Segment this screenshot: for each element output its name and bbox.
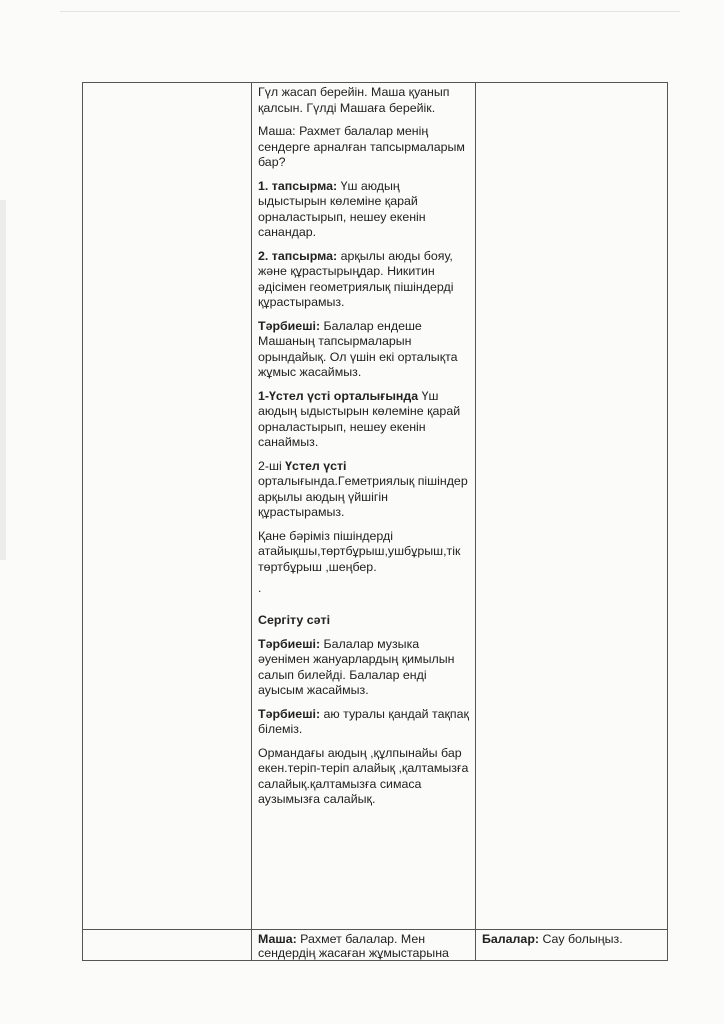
paragraph-heading: Тәрбиеші: [258, 636, 321, 651]
table-row-activities [83, 83, 668, 930]
lesson-paragraph [258, 319, 469, 381]
children-closing-text [476, 930, 667, 946]
lesson-plan-table [82, 82, 668, 961]
closing-reply: Сау болыңыз. [539, 932, 623, 946]
speaker-label: Маша: [258, 932, 297, 946]
paragraph-text: аю туралы қандай тақпақ білеміз. [258, 706, 469, 736]
lesson-paragraph [258, 389, 469, 451]
speaker-label: Балалар: [482, 932, 540, 946]
paragraph-text: Үш аюдың ыдыстырын көлеміне қарай орналастырып, нешеу екенін санаймыз. [258, 388, 461, 449]
lesson-paragraph [258, 529, 469, 576]
teacher-activity-text [252, 83, 475, 808]
children-activity-cell [476, 83, 668, 930]
lesson-paragraph [258, 85, 469, 116]
paragraph-prefix: 2-ші [258, 458, 286, 473]
scan-left-edge-shadow [0, 200, 6, 560]
lesson-paragraph [258, 124, 469, 171]
paragraph-heading: 1-Үстел үсті орталығында [258, 388, 419, 403]
lesson-paragraph [258, 637, 469, 699]
lesson-paragraph [258, 746, 469, 808]
scan-top-edge [60, 11, 680, 12]
closing-remark: Рахмет балалар. Мен сендердің жасаған жұмыстарына [258, 932, 449, 960]
paragraph-heading: Тәрбиеші: [258, 318, 321, 333]
paragraph-heading: Сергіту сәті [258, 613, 331, 627]
paragraph-text: Балалар ендеше Машаның тапсырмаларын орындайық. Ол үшін екі орталықта жұмыс жасаймыз. [258, 318, 458, 379]
paragraph-text: Балалар музыка әуенімен жануарлардың қимылын салып билейді. Балалар енді ауысым жасаймыз. [258, 636, 455, 697]
paragraph-text: Ормандағы аюдың ,құлпынайы бар екен.теріп-теріп алайық ,қалтамызға салайық.қалтамызға симаса аузымызға салайық. [258, 745, 469, 806]
paragraph-text: Үш аюдың ыдыстырын көлеміне қарай орналастырып, нешеу екенін санандар. [258, 178, 426, 239]
table-row-closing [83, 930, 668, 961]
paragraph-heading: Тәрбиеші: [258, 706, 321, 721]
paragraph-text: Маша: Рахмет балалар менің сендерге арналған тапсырмаларым бар? [258, 124, 465, 169]
paragraph-heading: Үстел үсті [285, 458, 347, 473]
teacher-closing-cell [252, 930, 476, 961]
stage-column-cell [83, 83, 252, 930]
lesson-paragraph [258, 707, 469, 738]
children-closing-cell [476, 930, 668, 961]
paragraph-text: Қане бәріміз пішіндерді атайықшы,төртбұрыш,ушбұрыш,тік төртбұрыш ,шеңбер. [258, 528, 461, 574]
lesson-paragraph [258, 583, 469, 593]
stray-mark: . [258, 581, 262, 595]
paragraph-text: орталығында.Гeметриялық пішіндер арқылы аюдың үйшігін құрастырамыз. [258, 474, 468, 519]
lesson-paragraph [258, 179, 469, 241]
lesson-paragraph [258, 249, 469, 311]
stage-column-cell-closing [83, 930, 252, 961]
paragraph-heading: 2. тапсырма: [258, 248, 338, 263]
paragraph-text: арқылы аюды бояу, және құрастырыңдар. Никитин әдісімен геометриялық пішіндерді құрастырамыз. [258, 248, 454, 309]
paragraph-text: Гүл жасап берейін. Маша қуанып қалсын. Гүлді Машаға берейік. [258, 85, 450, 115]
lesson-paragraph [258, 459, 469, 521]
paragraph-heading: 1. тапсырма: [258, 178, 338, 193]
teacher-closing-text [252, 930, 475, 960]
teacher-activity-cell [252, 83, 476, 930]
lesson-paragraph [258, 613, 469, 629]
